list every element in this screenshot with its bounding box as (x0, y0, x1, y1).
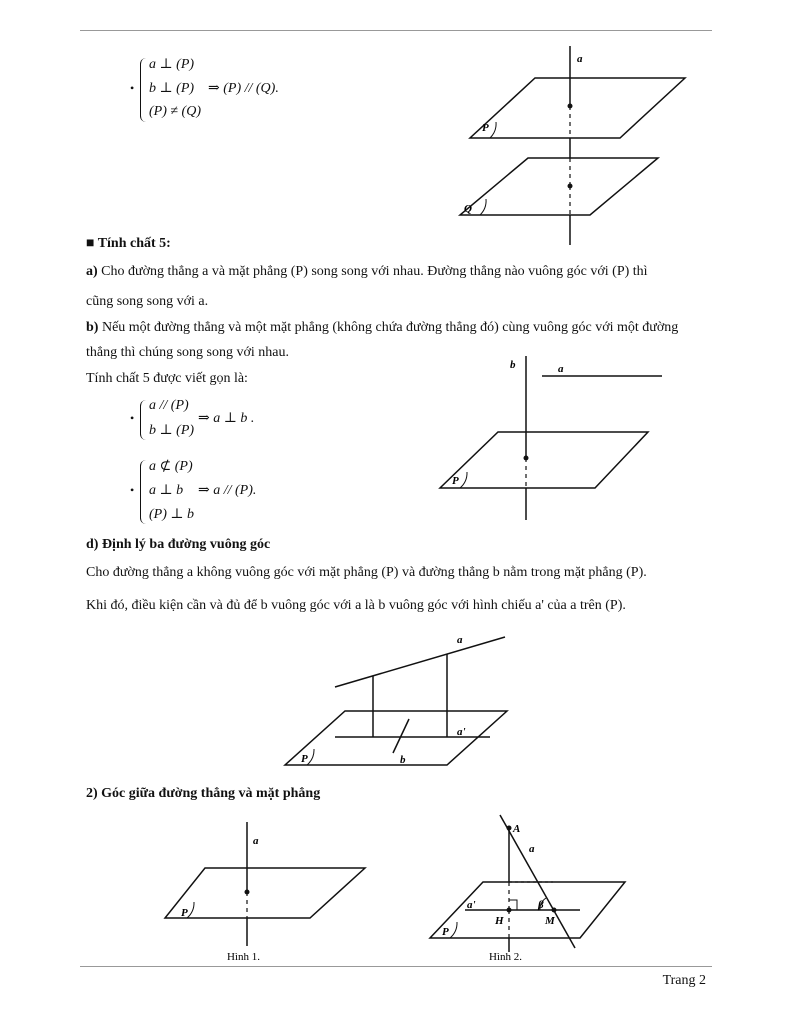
fig4-caption: Hình 1. (227, 951, 260, 963)
sys1-row-2: b ⊥ (P) (149, 423, 195, 438)
property5-b-line1-text: Nếu một đường thẳng và một mặt phẳng (không chứa đường thẳng đó) cùng vuông góc với một đường (101, 320, 679, 335)
property5-b-line2: thẳng thì chúng song song với nhau. (86, 345, 289, 360)
page-number: Trang 2 (662, 973, 706, 988)
fig1-label-p: P (482, 122, 489, 134)
footer-rule (80, 966, 712, 967)
figure-property5 (430, 348, 670, 528)
property5-summary: Tính chất 5 được viết gọn là: (86, 371, 248, 386)
figure-hinh-2 (425, 810, 630, 970)
property5-b-line1 (86, 320, 678, 337)
fig3-label-a-prime: a' (457, 726, 466, 738)
sys1-implication: ⇒ a ⊥ b . (198, 411, 255, 426)
fig3-label-b: b (400, 754, 406, 766)
property5-system-2 (130, 458, 330, 528)
property5-a-lead: a) (86, 264, 98, 279)
sys2-implication: ⇒ a // (P). (198, 483, 257, 498)
fig2-label-a: a (558, 363, 564, 375)
fig2-label-p: P (452, 475, 459, 487)
system-implication: ⇒ (P) // (Q). (208, 81, 279, 96)
fig5-caption: Hình 2. (489, 951, 522, 963)
fig5-label-a: a (529, 843, 535, 855)
fig3-label-a: a (457, 634, 463, 646)
theorem-heading: d) Định lý ba đường vuông góc (86, 537, 271, 552)
fig5-label-a-point: A (513, 823, 521, 835)
fig4-label-a: a (253, 835, 259, 847)
system-brace (140, 460, 147, 524)
theorem-line1: Cho đường thẳng a không vuông góc với mặt phẳng (P) và đường thẳng b nằm trong mặt phẳng (P). (86, 565, 647, 580)
bullet: • (130, 411, 135, 425)
system-brace (140, 58, 147, 122)
system-brace (140, 400, 147, 440)
fig5-label-a-prime: a' (467, 899, 476, 911)
figure-parallel-planes (440, 40, 700, 250)
fig4-label-p: P (181, 907, 188, 919)
fig1-label-a: a (577, 53, 583, 65)
figure-hinh-1 (165, 818, 380, 968)
theorem-line2: Khi đó, điều kiện cần và đủ để b vuông góc với a là b vuông góc với hình chiếu a' của a trên (P). (86, 598, 626, 613)
sys2-row-1: a ⊄ (P) (149, 459, 193, 474)
system-row-3: (P) ≠ (Q) (149, 104, 201, 119)
section2-heading: 2) Góc giữa đường thẳng và mặt phẳng (86, 786, 321, 801)
system-row-1: a ⊥ (P) (149, 57, 195, 72)
figure-three-perpendiculars (285, 625, 515, 775)
fig2-label-b: b (510, 359, 516, 371)
fig1-label-q: Q (464, 203, 472, 215)
property5-heading: ■ Tính chất 5: (86, 236, 171, 251)
sys2-row-2: a ⊥ b (149, 483, 184, 498)
parallel-planes-system (130, 56, 330, 126)
property5-a-line1-text: Cho đường thẳng a và mặt phẳng (P) song song với nhau. Đường thẳng nào vuông góc với (P) thì (101, 264, 648, 279)
fig5-label-p: P (442, 926, 449, 938)
fig3-label-p: P (301, 753, 308, 765)
system-row-2: b ⊥ (P) (149, 81, 195, 96)
sys2-row-3: (P) ⊥ b (149, 507, 195, 522)
fig5-label-beta: β (538, 899, 544, 911)
bullet: • (130, 81, 135, 95)
property5-a-line2: cũng song song với a. (86, 294, 209, 309)
fig5-label-h: H (495, 915, 504, 927)
property5-b-lead: b) (86, 320, 99, 335)
property5-system-1 (130, 398, 330, 444)
sys1-row-1: a // (P) (149, 398, 189, 413)
bullet: • (130, 483, 135, 497)
property5-heading-text: Tính chất 5: (97, 236, 171, 251)
fig5-label-m: M (545, 915, 555, 927)
header-rule (80, 30, 712, 31)
property5-a-line1 (86, 264, 648, 281)
